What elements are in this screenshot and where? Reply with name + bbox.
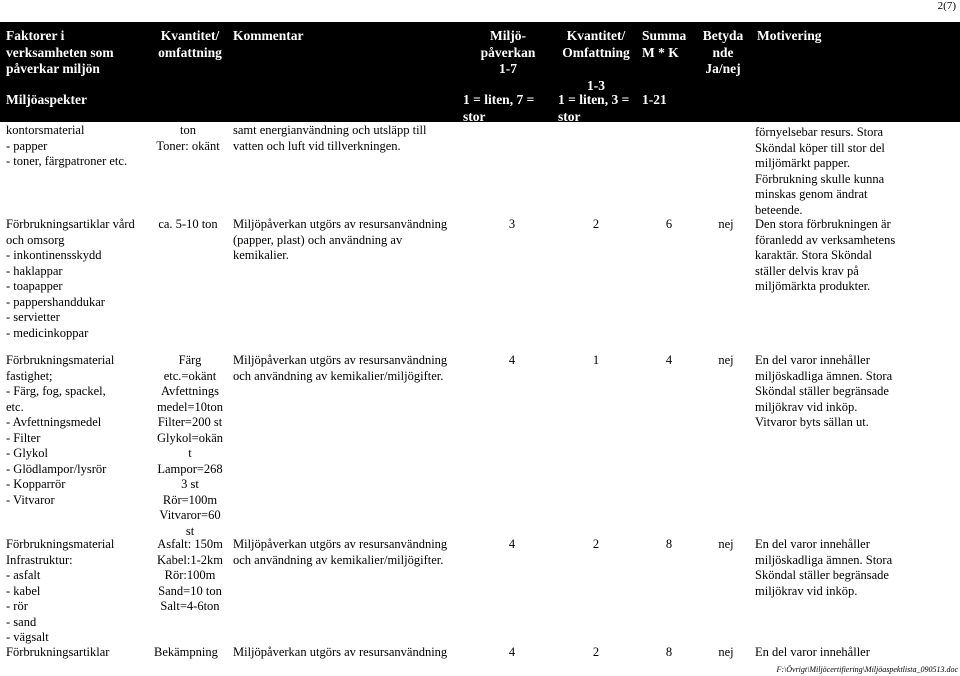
header-kommentar: Kommentar: [233, 28, 304, 43]
page-number: 2(7): [937, 0, 956, 12]
row-faktor: Förbrukningsartiklar vård och omsorg - inkontinensskydd - haklappar - toapapper - pappershanddukar - servietter - medicinkoppar: [6, 217, 135, 340]
row-kommentar: Miljöpåverkan utgörs av resursanvändning och användning av kemikalier/miljögifter.: [233, 353, 448, 383]
row-faktor: Förbrukningsartiklar: [6, 645, 110, 659]
footer-file-path: F:\Övrigt\Miljöcertifiering\Miljöaspektlista_090513.doc: [776, 665, 958, 674]
row-kvantitet-score: 1: [592, 353, 600, 367]
row-kvantitet: Asfalt: 150m Kabel:1-2km Rör:100m Sand=10 ton Salt=4-6ton: [157, 537, 223, 613]
row-kvantitet-score: 2: [592, 645, 600, 659]
row-kvantitet: Färg etc.=okänt Avfettnings medel=10ton Filter=200 st Glykol=okän t Lampor=268 3 st Rör=100m Vitvaror=60 st: [156, 353, 224, 538]
row-summa: 8: [665, 645, 673, 659]
row-miljopaverkan: 4: [508, 353, 516, 367]
row-miljopaverkan: 4: [508, 645, 516, 659]
row-summa: 4: [665, 353, 673, 367]
header-motivering: Motivering: [757, 28, 822, 43]
row-kvantitet: ton Toner: okänt: [156, 123, 220, 153]
row-motivering: En del varor innehåller miljöskadliga ämnen. Stora Sköndal ställer begränsade miljökrav vid inköp.: [755, 537, 893, 598]
row-kommentar: samt energianvändning och utsläpp till vatten och luft vid tillverkningen.: [233, 123, 427, 153]
row-faktor: kontorsmaterial - papper - toner, färgpatroner etc.: [6, 123, 128, 168]
row-motivering: En del varor innehåller miljöskadliga ämnen. Stora Sköndal ställer begränsade miljökrav vid inköp. Vitvaror byts sällan ut.: [755, 353, 893, 429]
row-kommentar: Miljöpåverkan utgörs av resursanvändning och användning av kemikalier/miljögifter.: [233, 537, 448, 567]
header-scale-miljopaverkan: 1 = liten, 7 = stor: [463, 92, 535, 124]
row-summa: 6: [665, 217, 673, 231]
header-faktorer: Faktorer i verksamheten som påverkar miljön: [6, 28, 114, 76]
table-header: [0, 22, 960, 122]
header-scale-summa: 1-21: [642, 92, 667, 107]
row-kvantitet-score: 2: [592, 217, 600, 231]
header-kvantitet: Kvantitet/ omfattning: [158, 28, 222, 60]
row-motivering: förnyelsebar resurs. Stora Sköndal köper till stor del miljömärkt papper. Förbrukning skulle kunna minskas genom ändrat beteende.: [755, 125, 885, 217]
row-betydande: nej: [718, 645, 734, 659]
row-kommentar: Miljöpåverkan utgörs av resursanvändning: [233, 645, 448, 659]
header-scale-kvantitet: 1 = liten, 3 = stor: [558, 92, 630, 124]
header-kvantitet-omfattning: Kvantitet/ Omfattning 1-3: [562, 28, 630, 93]
row-faktor: Förbrukningsmaterial fastighet; - Färg, fog, spackel, etc. - Avfettningsmedel - Filter - Glykol - Glödlampor/lysrör - Kopparrör - Vitvaror: [6, 353, 115, 507]
row-kvantitet: Bekämpning: [154, 645, 218, 659]
header-miljopaverkan: Miljö- påverkan 1-7: [480, 28, 536, 76]
row-miljopaverkan: 3: [508, 217, 516, 231]
row-betydande: nej: [718, 217, 734, 231]
row-motivering: Den stora förbrukningen är föranledd av verksamhetens karaktär. Stora Sköndal ställer delvis krav på miljömärkta produkter.: [755, 217, 896, 293]
row-summa: 8: [665, 537, 673, 551]
row-kvantitet-score: 2: [592, 537, 600, 551]
row-motivering: En del varor innehåller: [755, 645, 870, 659]
header-miljoaspekter: Miljöaspekter: [6, 92, 87, 107]
row-betydande: nej: [718, 537, 734, 551]
header-summa: Summa M * K: [642, 28, 687, 60]
row-faktor: Förbrukningsmaterial Infrastruktur: - asfalt - kabel - rör - sand - vägsalt: [6, 537, 115, 644]
row-betydande: nej: [718, 353, 734, 367]
row-miljopaverkan: 4: [508, 537, 516, 551]
row-kommentar: Miljöpåverkan utgörs av resursanvändning (papper, plast) och användning av kemikalier.: [233, 217, 448, 262]
row-kvantitet: ca. 5-10 ton: [158, 217, 218, 231]
header-betydande: Betyda nde Ja/nej: [702, 28, 744, 76]
